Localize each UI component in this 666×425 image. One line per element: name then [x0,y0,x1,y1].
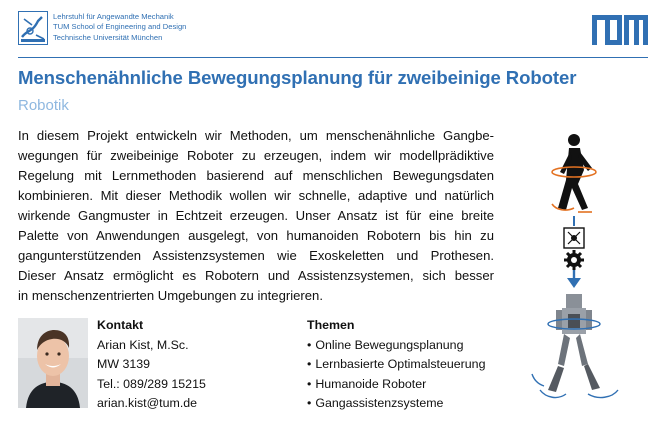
tum-logo-icon [592,15,648,45]
down-arrow-icon [567,270,581,288]
contact-phone: Tel.: 089/289 15215 [97,376,206,391]
topics-block [307,316,485,414]
contact-photo [18,318,88,408]
contact-name: Arian Kist, M.Sc. [97,337,189,352]
description-line: in menschenzentrierten Umgebungen zu integrieren. [18,288,323,303]
contact-heading: Kontakt [97,318,144,332]
gear-icon [564,250,584,270]
topic-item: • Lernbasierte Optimalsteuerung [307,355,485,375]
chair-logo-icon [18,11,48,45]
header [0,0,666,60]
institute-line-chair: Lehrstuhl für Angewandte Mechanik [53,12,174,21]
motion-transfer-illustration [522,128,650,408]
topic-item: • Humanoide Roboter [307,375,485,395]
institute-lines [53,12,186,43]
description-line: wegungen für zweibeinige Roboter zu erzeugen, indem wir modellprädiktive [18,148,494,163]
topic-item: • Gangassistenzsysteme [307,394,485,414]
description-line: gangunterstützenden Assistenzsystemen wie Exoskeletten und Prothesen. [18,248,494,263]
description-line: Palette von Anwendungen ausgelegt, von humanoiden Robotern bis hin zu [18,228,494,243]
human-walker-icon [552,134,596,212]
topics-heading: Themen [307,318,355,332]
person-avatar-icon [18,318,88,408]
topic-item: • Online Bewegungsplanung [307,336,485,356]
description-line: In diesem Projekt entwickeln wir Methoden, um menschenähnliche Gangbe- [18,128,494,143]
description-line: Dieser Ansatz ermöglicht es Robotern und Assistenzsystemen, sich besser [18,268,494,283]
project-description [18,126,494,306]
description-line: kombinieren. Mit dieser Methodik wollen wir schnelle, adaptive und natürlich [18,188,494,203]
description-line: wirkende Gangmuster in Echtzeit erzeugen. Unser Ansatz ist für eine breite [18,208,494,223]
humanoid-robot-icon [532,294,618,397]
contact-room: MW 3139 [97,357,151,371]
contact-email[interactable]: arian.kist@tum.de [97,396,198,410]
page-subtitle: Robotik [18,97,69,114]
institute-line-school: TUM School of Engineering and Design [53,22,187,32]
flow-connector [564,216,584,248]
page-title: Menschenähnliche Bewegungsplanung für zweibeinige Roboter [18,67,577,88]
description-line: Regelung mit Lernmethoden basierend auf menschlichen Bewegungsdaten [18,168,494,183]
contact-block [97,316,206,414]
header-divider [18,57,648,58]
institute-line-university: Technische Universität München [53,32,163,42]
